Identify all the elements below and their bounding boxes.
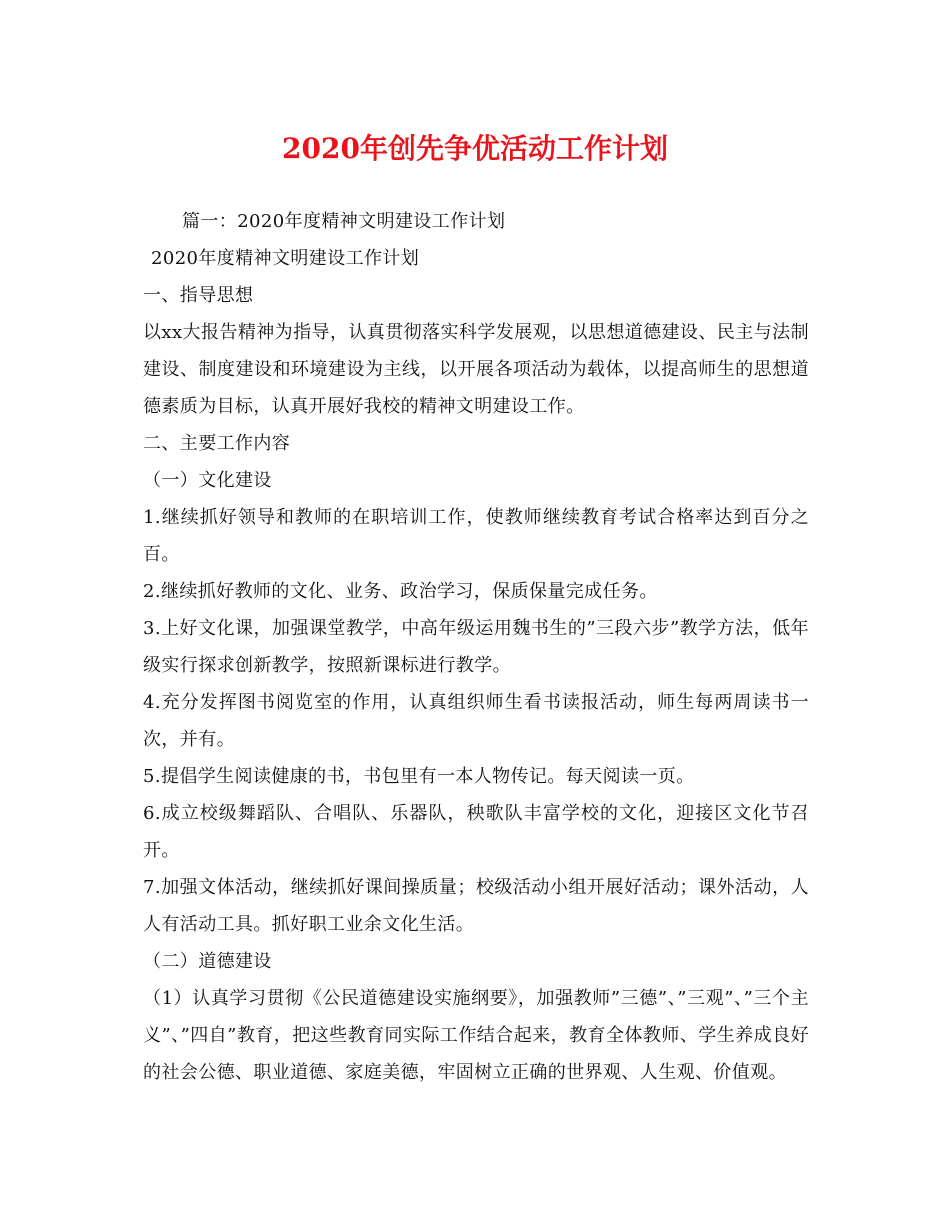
list-item-2: 2.继续抓好教师的文化、业务、政治学习，保质保量完成任务。 bbox=[143, 581, 658, 602]
list-item-5: 5.提倡学生阅读健康的书，书包里有一本人物传记。每天阅读一页。 bbox=[143, 766, 695, 787]
section-subtitle: 篇一：2020年度精神文明建设工作计划 bbox=[182, 211, 506, 232]
heading-main-content: 二、主要工作内容 bbox=[143, 433, 291, 454]
heading-guiding-thought: 一、指导思想 bbox=[143, 285, 254, 306]
list-item-3: 3.上好文化课，加强课堂教学，中高年级运用魏书生的”三段六步”教学方法，低年级实行探求创新教学，按照新课标进行教学。 bbox=[143, 618, 809, 676]
paragraph-guiding-thought: 以xx大报告精神为指导，认真贯彻落实科学发展观，以思想道德建设、民主与法制建设、制度建设和环境建设为主线，以开展各项活动为载体，以提高师生的思想道德素质为目标，认真开展好我校的精神文明建设工作。 bbox=[143, 322, 809, 417]
heading-morality: （二）道德建设 bbox=[143, 951, 272, 972]
list-item-1: 1.继续抓好领导和教师的在职培训工作，使教师继续教育考试合格率达到百分之百。 bbox=[143, 507, 809, 565]
list-item-6: 6.成立校级舞蹈队、合唱队、乐器队，秧歌队丰富学校的文化，迎接区文化节召开。 bbox=[143, 803, 809, 861]
list-item-4: 4.充分发挥图书阅览室的作用，认真组织师生看书读报活动，师生每两周读书一次，并有。 bbox=[143, 692, 809, 750]
heading-culture: （一）文化建设 bbox=[143, 470, 272, 491]
paragraph-morality: （1）认真学习贯彻《公民道德建设实施纲要》，加强教师”三德”、”三观”、”三个主义”、”四自”教育，把这些教育同实际工作结合起来，教育全体教师、学生养成良好的社会公德、职业道德、家庭美德，牢固树立正确的世界观、人生观、价值观。 bbox=[143, 988, 809, 1083]
list-item-7: 7.加强文体活动，继续抓好课间操质量；校级活动小组开展好活动；课外活动，人人有活动工具。抓好职工业余文化生活。 bbox=[143, 877, 809, 935]
document-title: 2020年创先争优活动工作计划 bbox=[282, 132, 668, 165]
section-heading: 2020年度精神文明建设工作计划 bbox=[151, 248, 420, 269]
document-body bbox=[143, 203, 809, 1091]
